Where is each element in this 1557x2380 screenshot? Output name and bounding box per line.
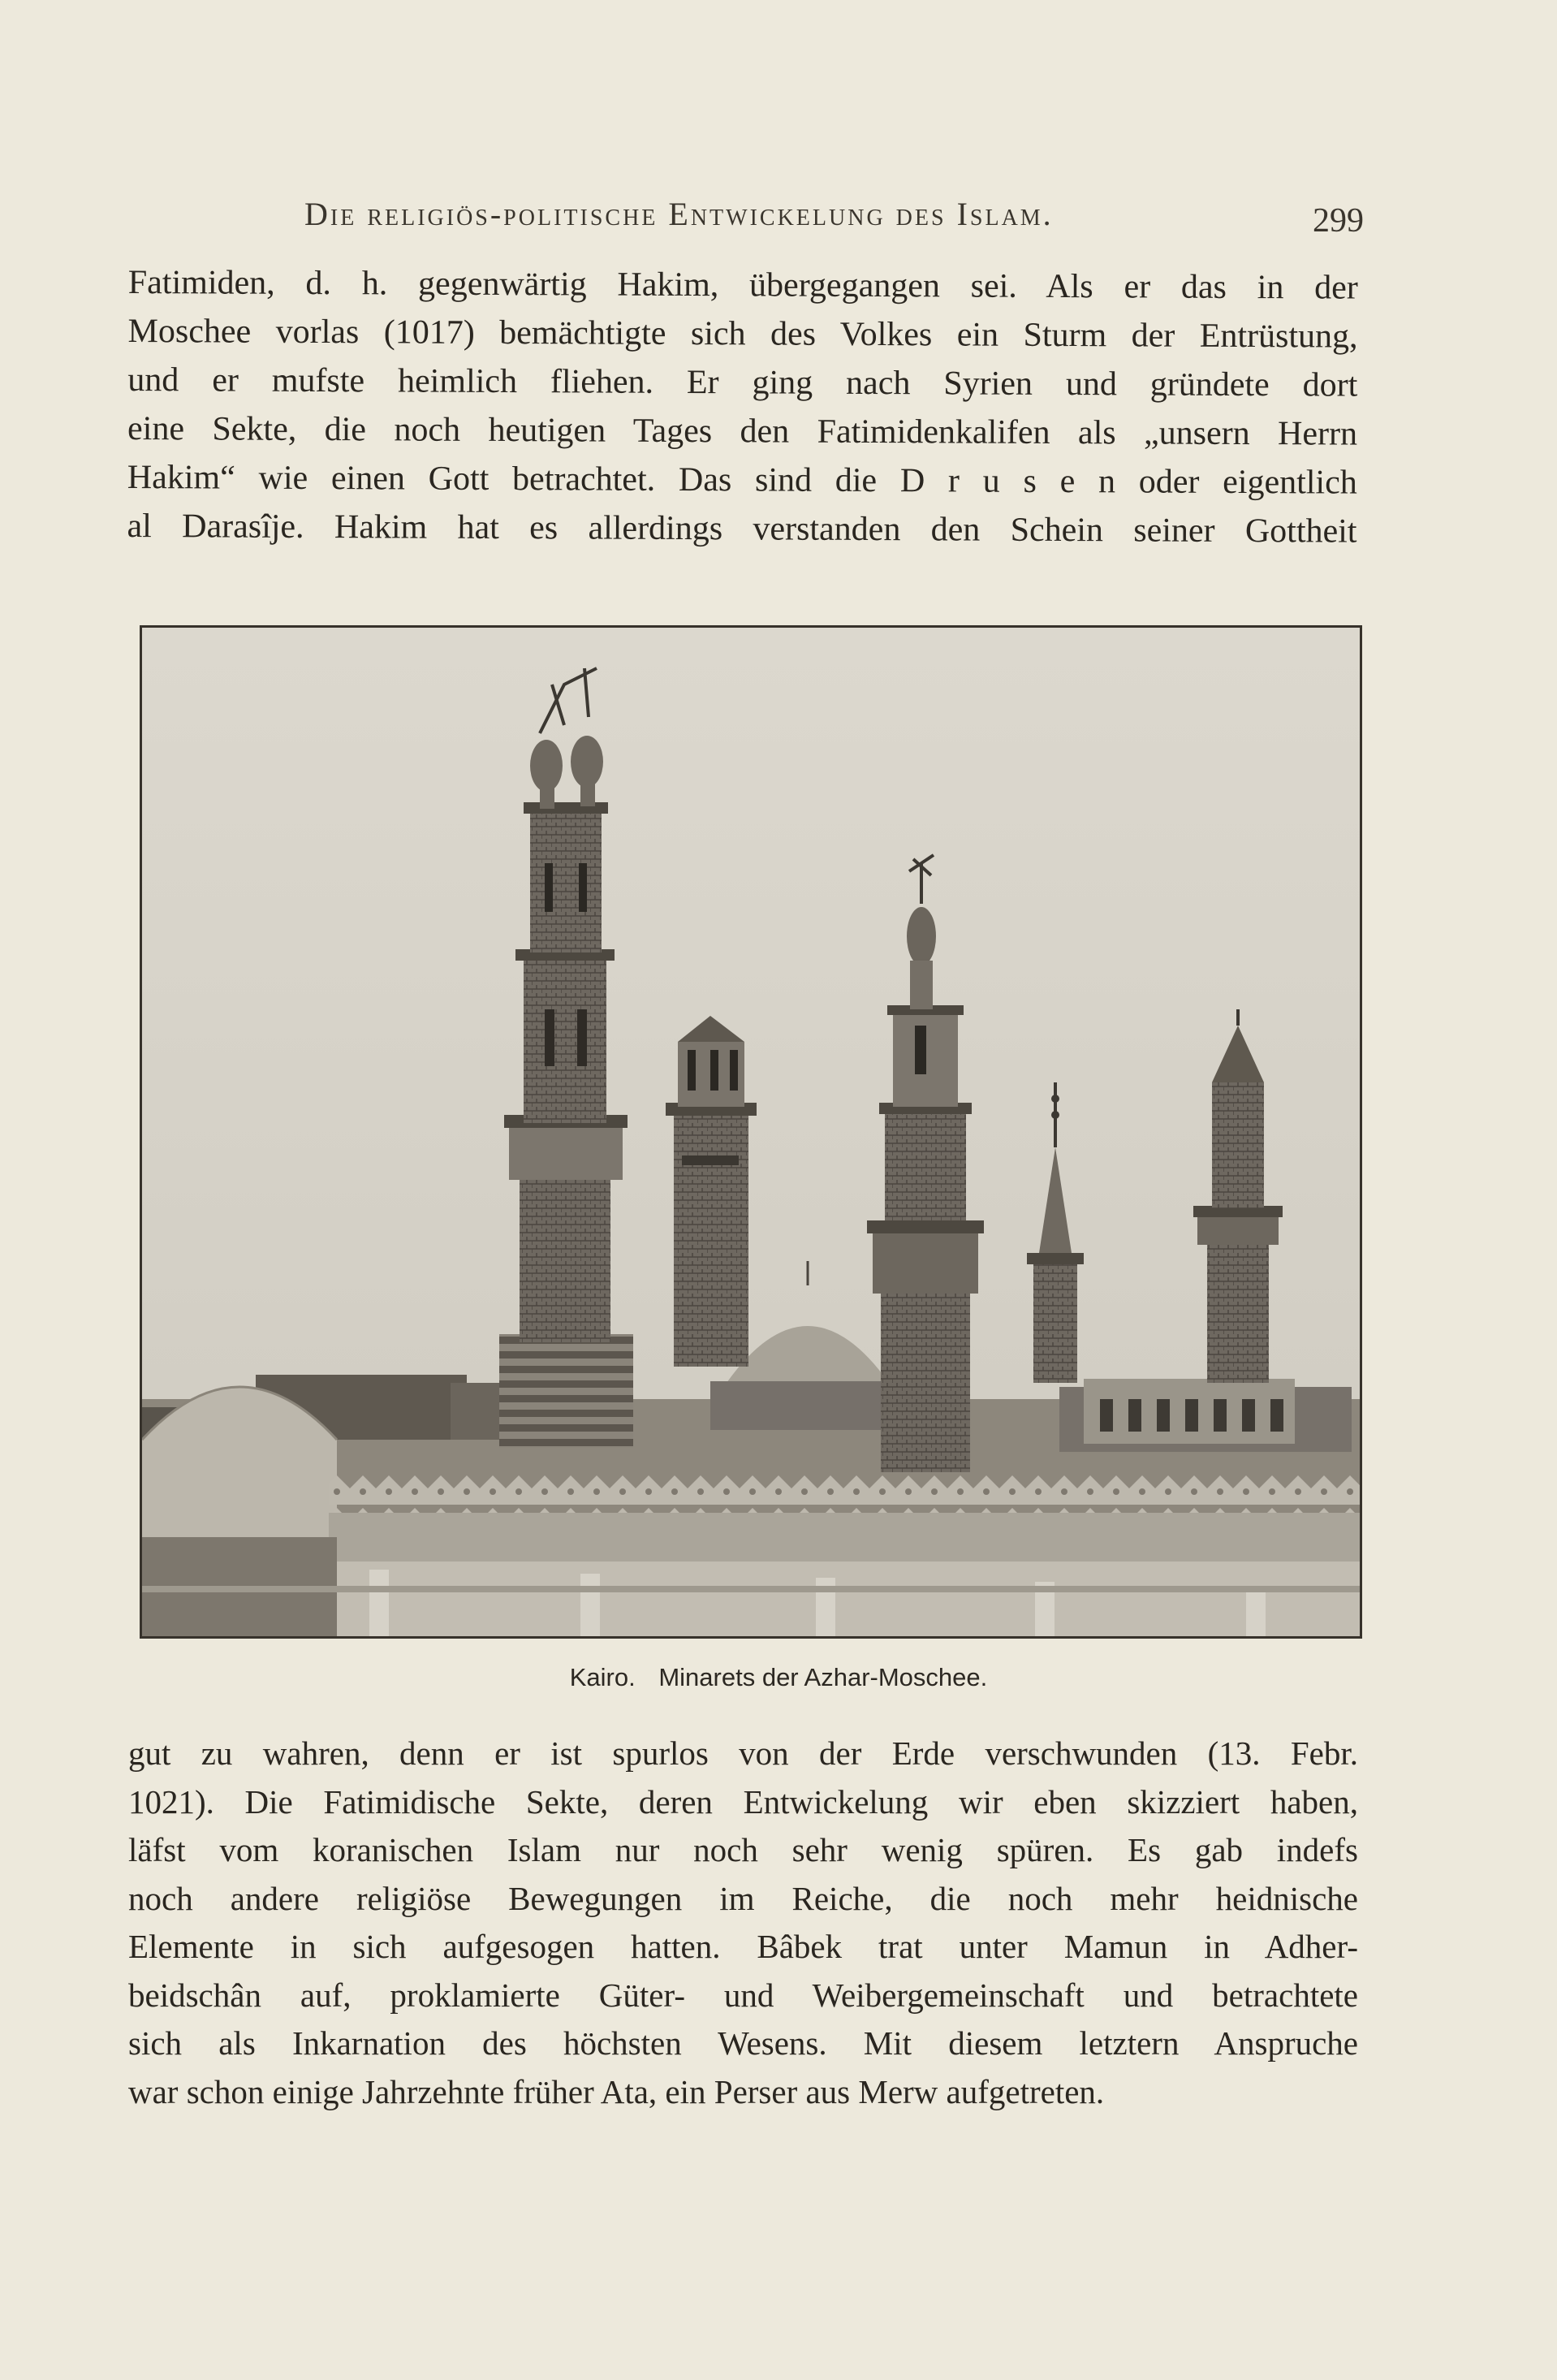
- figure-caption: [0, 1663, 1557, 1692]
- page-number: 299: [1313, 202, 1364, 240]
- caption-title: Minarets der Azhar-Moschee.: [658, 1663, 988, 1691]
- text-line: war schon einige Jahrzehnte früher Ata, ein Perser aus Merw aufgetreten.: [128, 2072, 1105, 2110]
- minarets-illustration: [142, 628, 1360, 1636]
- running-head-title: Die religiös-politische Entwickelung des Islam.: [304, 196, 1054, 232]
- text-line: Fatimiden, d. h. gegenwärtig Hakim, übergegangen sei. Als er das in der: [127, 263, 1358, 307]
- text-line: Hakim“ wie einen Gott betrachtet. Das sind die D r u s e n oder eigentlich: [127, 458, 1357, 502]
- text-line: Elemente in sich aufgesogen hatten. Bâbek trat unter Mamun in Adher-: [128, 1928, 1358, 1965]
- running-header: [304, 195, 1364, 252]
- text-line: 1021). Die Fatimidische Sekte, deren Entwickelung wir eben skizziert haben,: [128, 1782, 1358, 1821]
- paragraph-bottom: [128, 1730, 1358, 2116]
- text-line: al Darasîje. Hakim hat es allerdings verstanden den Schein seiner Gottheit: [127, 507, 1357, 551]
- minarets-photograph: [140, 625, 1362, 1639]
- caption-place: Kairo.: [569, 1663, 636, 1691]
- text-line: und er mufste heimlich fliehen. Er ging nach Syrien und gründete dort: [127, 361, 1358, 404]
- paragraph-top: [127, 258, 1358, 556]
- text-line: beidschân auf, proklamierte Güter- und Weibergemeinschaft und betrachtete: [128, 1976, 1358, 2014]
- minaret-second: [666, 1016, 757, 1367]
- text-line: Moschee vorlas (1017) bemächtigte sich des Volkes ein Sturm der Entrüstung,: [127, 312, 1358, 356]
- text-line: noch andere religiöse Bewegungen im Reiche, die noch mehr heidnische: [128, 1879, 1358, 1917]
- text-line: eine Sekte, die noch heutigen Tages den Fatimidenkalifen als „unsern Herrn: [127, 409, 1358, 453]
- text-line: gut zu wahren, denn er ist spurlos von der Erde verschwunden (13. Febr.: [128, 1734, 1358, 1772]
- text-line: läfst vom koranischen Islam nur noch sehr wenig spüren. Es gab indefs: [128, 1831, 1358, 1868]
- text-line: sich als Inkarnation des höchsten Wesens. Mit diesem letztern Anspruche: [128, 2024, 1358, 2062]
